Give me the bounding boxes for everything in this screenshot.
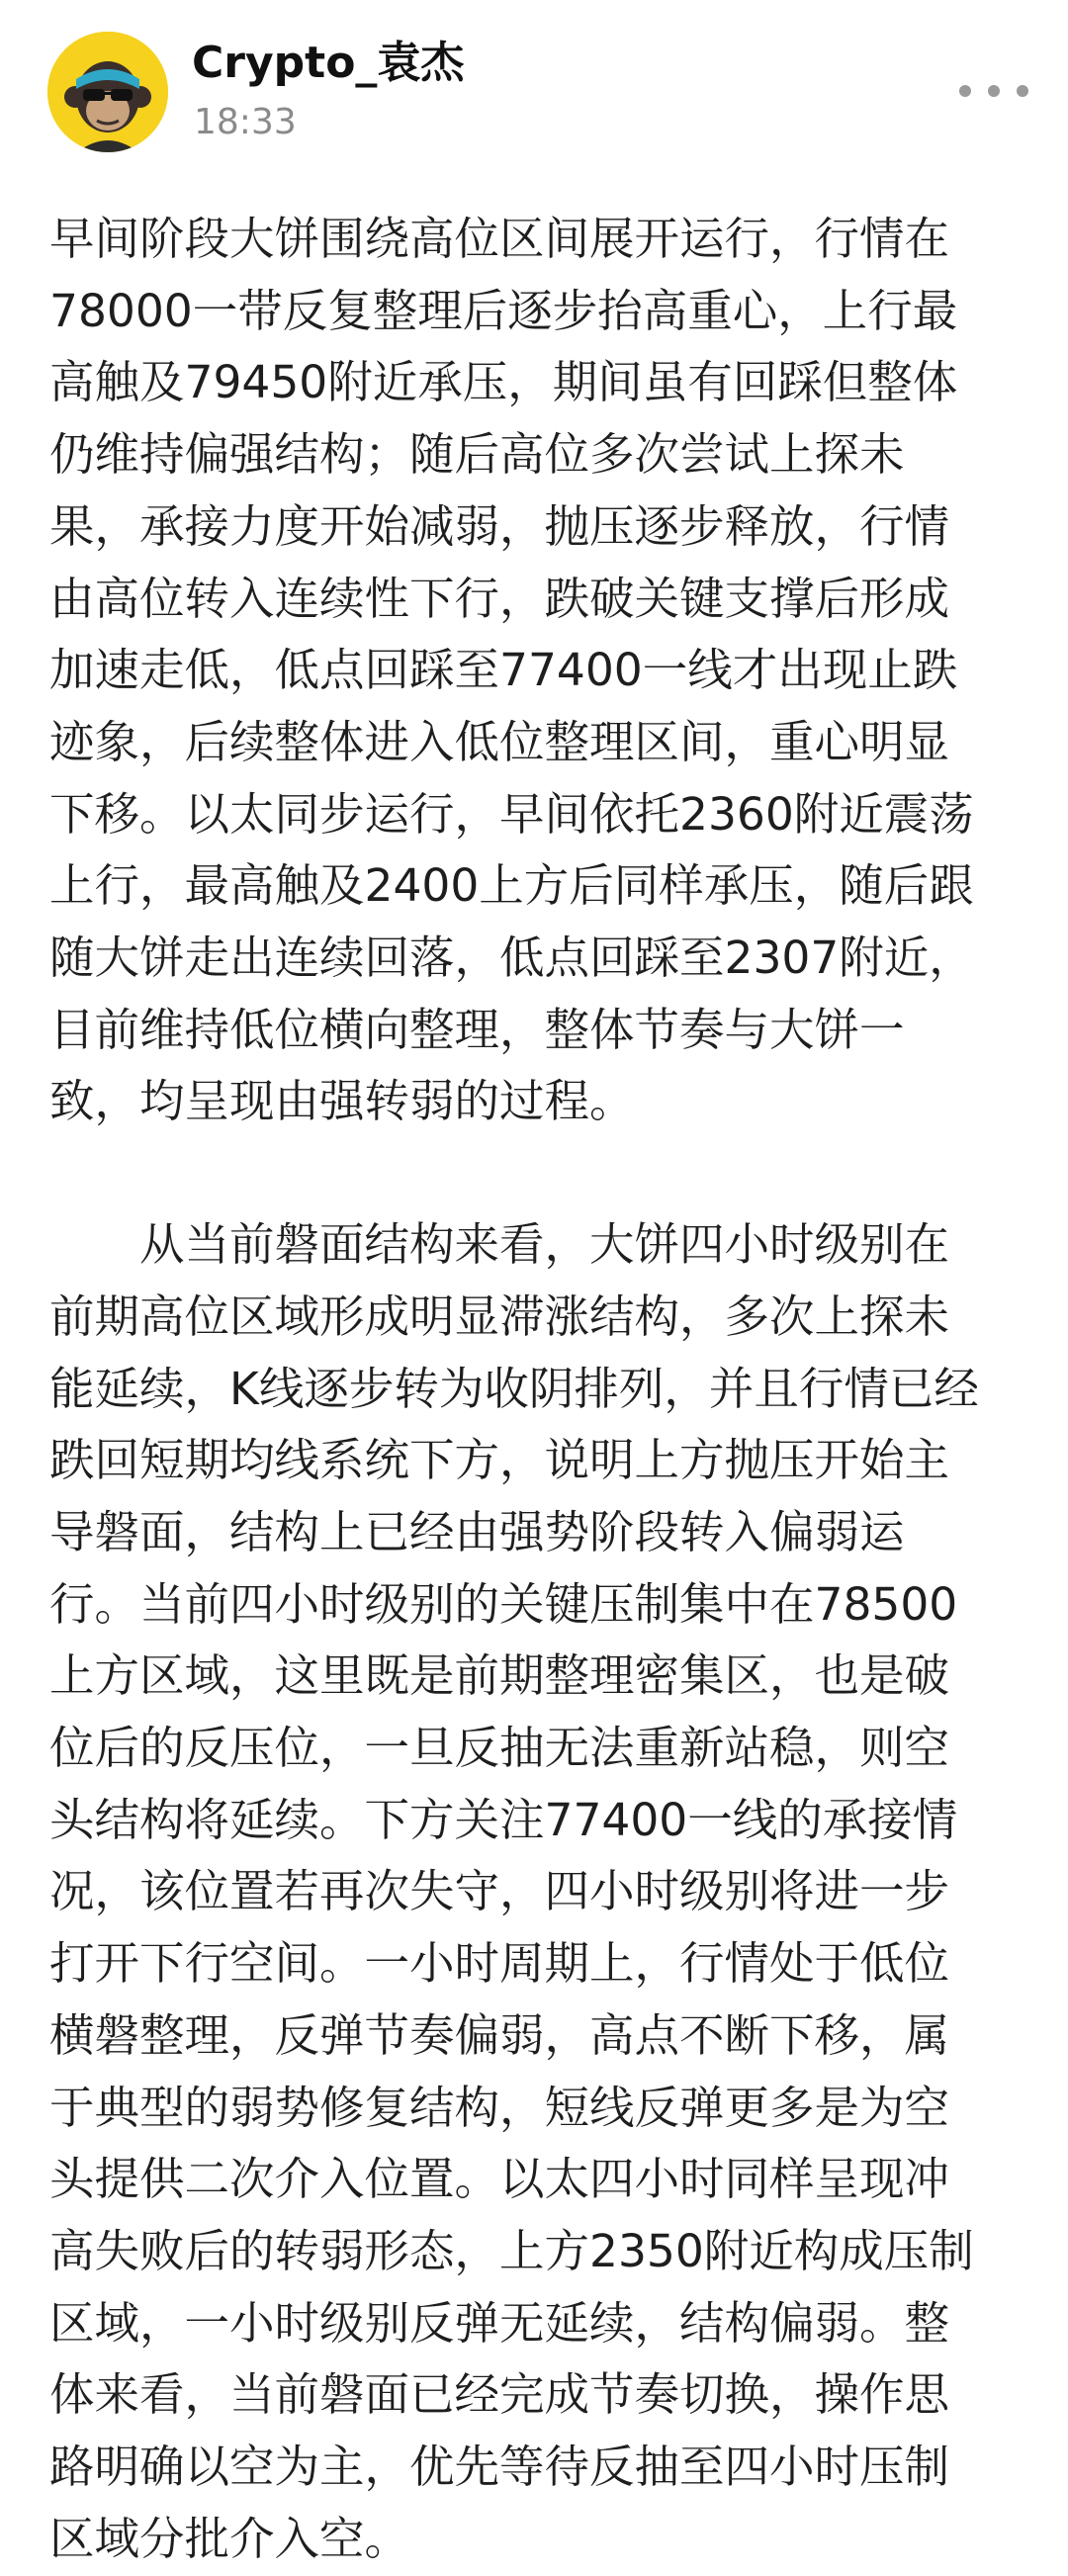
text-line: 高触及79450附近承压，期间虽有回踩但整体 [49,356,958,409]
more-dots-icon[interactable] [959,69,1028,113]
text-line: 路明确以空为主，优先等待反抽至四小时压制 [49,2441,950,2494]
post-time: 18:33 [194,102,297,142]
text-line: 78000一带反复整理后逐步抬高重心，上行最 [49,284,958,337]
text-line: 头提供二次介入位置。以太四小时同样呈现冲 [49,2153,950,2206]
dot [1017,85,1028,97]
text-line: 头结构将延续。下方关注77400一线的承接情 [49,1793,958,1846]
dot [988,85,1000,97]
text-line: 早间阶段大饼围绕高位区间展开运行，行情在 [49,213,950,265]
text-line: 致，均呈现由强转弱的过程。 [49,1075,635,1128]
text-line: 区域，一小时级别反弹无延续，结构偏弱。整 [49,2296,950,2350]
text-line: 目前维持低位横向整理，整体节奏与大饼一 [49,1003,905,1056]
text-line: 迹象，后续整体进入低位整理区间，重心明显 [49,715,950,768]
text-line: 能延续，K线逐步转为收阴排列，并且行情已经 [49,1362,979,1415]
text-line: 导磐面，结构上已经由强势阶段转入偏弱运 [49,1505,905,1558]
avatar[interactable] [47,32,168,152]
post-header [0,0,1068,178]
text-line: 位后的反压位，一旦反抽无法重新站稳，则空 [49,1722,950,1775]
text-line: 果，承接力度开始减弱，抛压逐步释放，行情 [49,499,950,553]
text-line: 区域分批介入空。 [49,2512,410,2565]
text-line: 体来看，当前磐面已经完成节奏切换，操作思 [49,2368,950,2422]
text-line: 加速走低，低点回踩至77400一线才出现止跌 [49,644,958,697]
author-name[interactable]: Crypto_袁杰 [192,38,465,88]
text-line: 上行，最高触及2400上方后同样承压，随后跟 [49,859,974,913]
text-line: 仍维持偏强结构；随后高位多次尝试上探未 [49,428,905,482]
post-body [49,204,1028,2576]
text-line: 由高位转入连续性下行，跌破关键支撑后形成 [49,572,950,625]
text-line: 上方区域，这里既是前期整理密集区，也是破 [49,1649,950,1703]
text-line: 打开下行空间。一小时周期上，行情处于低位 [49,1937,950,1991]
text-line: 高失败后的转弱形态，上方2350附近构成压制 [49,2224,974,2277]
paragraph-spacer [49,1138,1028,1209]
text-line: 行。当前四小时级别的关键压制集中在78500 [49,1577,958,1631]
text-line: 随大饼走出连续回落，低点回踩至2307附近， [49,932,974,985]
text-line: 从当前磐面结构来看，大饼四小时级别在 [49,1218,950,1272]
text-line: 横磐整理，反弹节奏偏弱，高点不断下移，属 [49,2008,950,2062]
text-line: 况，该位置若再次失守，四小时级别将进一步 [49,1865,950,1918]
text-line: 跌回短期均线系统下方，说明上方抛压开始主 [49,1434,950,1487]
text-line: 下移。以太同步运行，早间依托2360附近震荡 [49,787,974,841]
monkey-with-headband-icon [47,32,168,152]
text-line: 于典型的弱势修复结构，短线反弹更多是为空 [49,2081,950,2134]
post-paragraph-2 [49,1209,1028,2575]
dot [959,85,971,97]
text-line: 前期高位区域形成明显滞涨结构，多次上探未 [49,1289,950,1343]
post-paragraph-1 [49,204,1028,1138]
